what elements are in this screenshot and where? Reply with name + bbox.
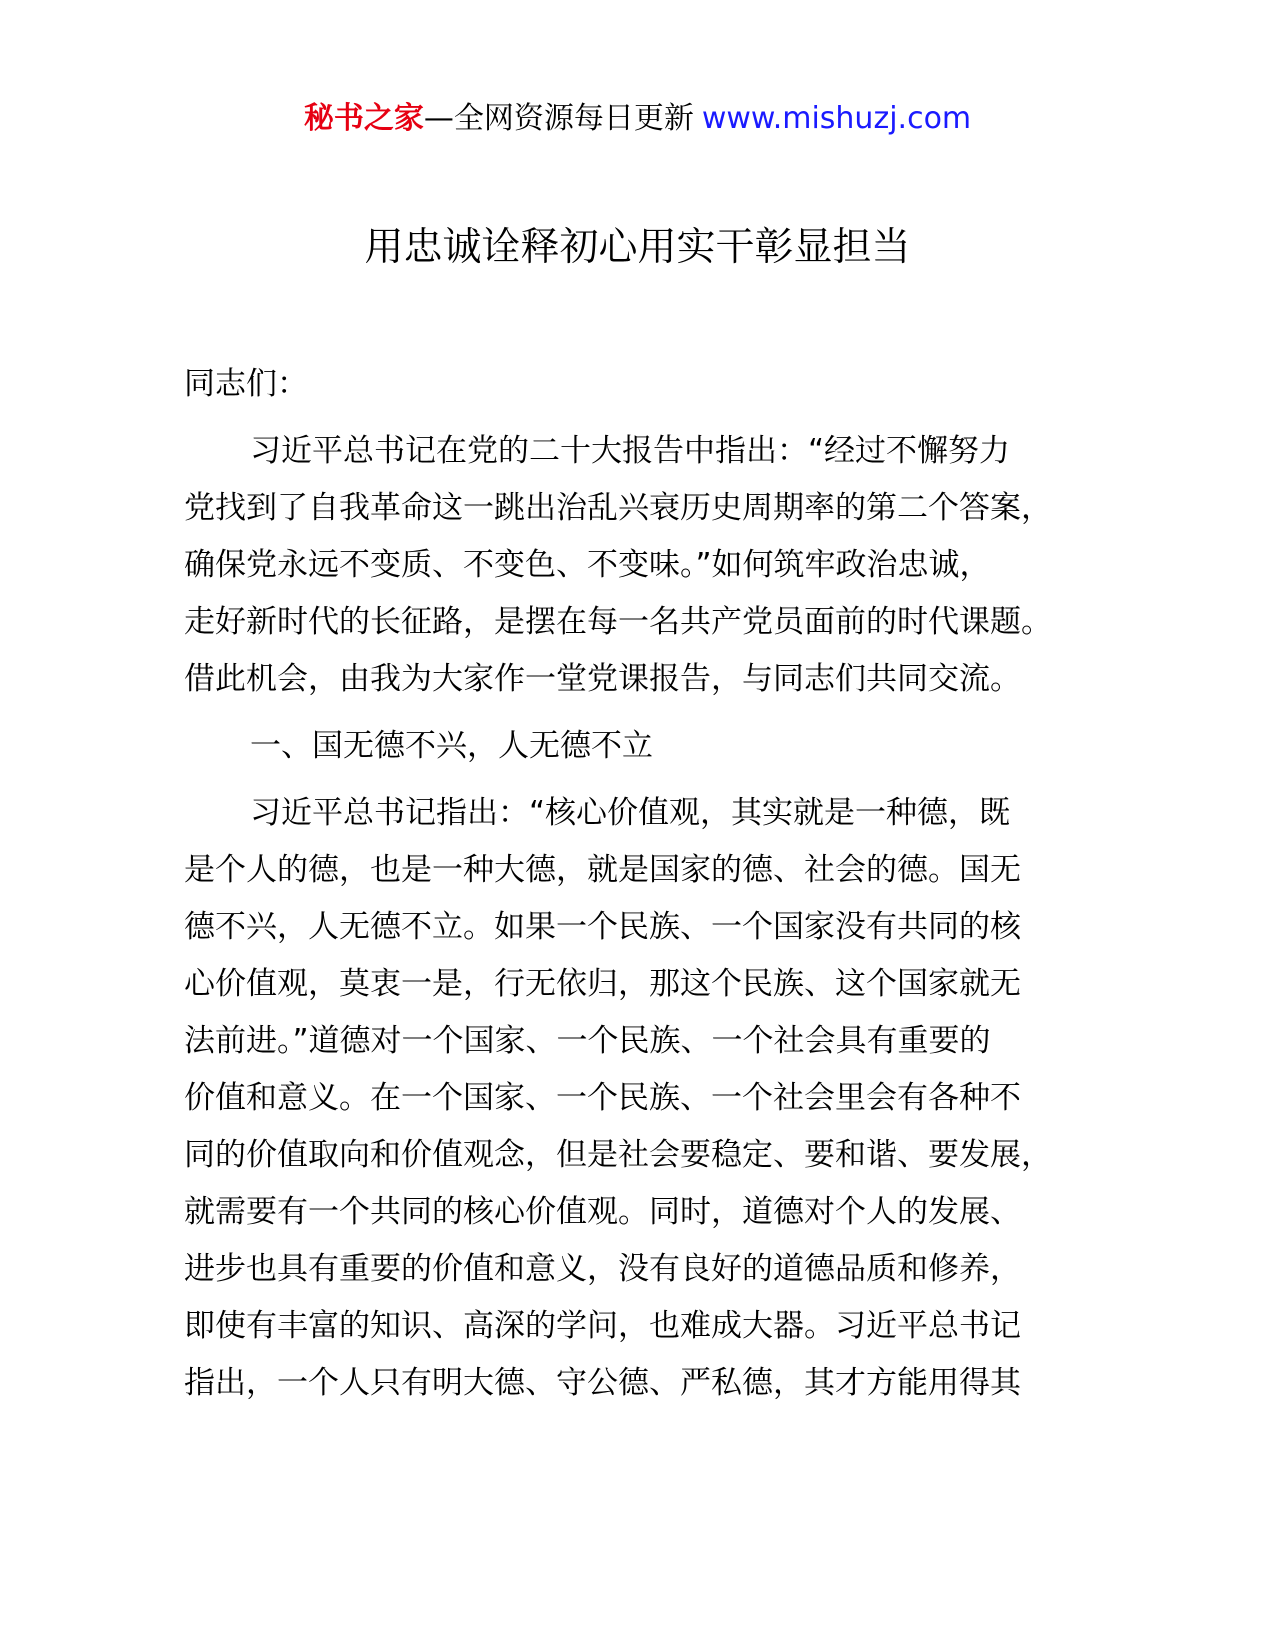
- paragraph-line: 党找到了自我革命这一跳出治乱兴衰历史周期率的第二个答案，: [184, 490, 1052, 526]
- paragraph-line: 同的价值取向和价值观念，但是社会要稳定、要和谐、要发展，: [184, 1137, 1052, 1173]
- paragraph-line: 借此机会，由我为大家作一堂党课报告，与同志们共同交流。: [184, 661, 1021, 697]
- document-body: [184, 356, 1104, 1412]
- paragraph-1: [184, 423, 1104, 708]
- paragraph-line: 心价值观，莫衷一是，行无依归，那这个民族、这个国家就无: [184, 966, 1021, 1002]
- paragraph-line: 习近平总书记指出：“核心价值观，其实就是一种德，既: [250, 795, 1011, 831]
- paragraph-line: 就需要有一个共同的核心价值观。同时，道德对个人的发展、: [184, 1194, 1021, 1230]
- paragraph-2: [184, 785, 1104, 1412]
- site-tagline: —全网资源每日更新: [423, 101, 694, 136]
- greeting: 同志们：: [184, 366, 308, 402]
- document-title: 用忠诚诠释初心用实干彰显担当: [364, 225, 911, 270]
- paragraph-line: 进步也具有重要的价值和意义，没有良好的道德品质和修养，: [184, 1251, 1021, 1287]
- site-brand: 秘书之家: [303, 101, 424, 136]
- paragraph-line: 是个人的德，也是一种大德，就是国家的德、社会的德。国无: [184, 852, 1021, 888]
- paragraph-line: 德不兴，人无德不立。如果一个民族、一个国家没有共同的核: [184, 909, 1021, 945]
- paragraph-line: 走好新时代的长征路，是摆在每一名共产党员面前的时代课题。: [184, 604, 1052, 640]
- section-heading-1: 一、国无德不兴，人无德不立: [250, 728, 653, 764]
- paragraph-line: 指出，一个人只有明大德、守公德、严私德，其才方能用得其: [184, 1365, 1021, 1401]
- paragraph-line: 习近平总书记在党的二十大报告中指出：“经过不懈努力: [250, 433, 1011, 469]
- paragraph-line: 价值和意义。在一个国家、一个民族、一个社会里会有各种不: [184, 1080, 1021, 1116]
- site-url-link[interactable]: www.mishuzj.com: [701, 101, 972, 136]
- paragraph-line: 法前进。”道德对一个国家、一个民族、一个社会具有重要的: [184, 1023, 991, 1059]
- site-header: [0, 98, 1275, 140]
- paragraph-line: 即使有丰富的知识、高深的学问，也难成大器。习近平总书记: [184, 1308, 1021, 1344]
- paragraph-line: 确保党永远不变质、不变色、不变味。”如何筑牢政治忠诚，: [184, 547, 991, 583]
